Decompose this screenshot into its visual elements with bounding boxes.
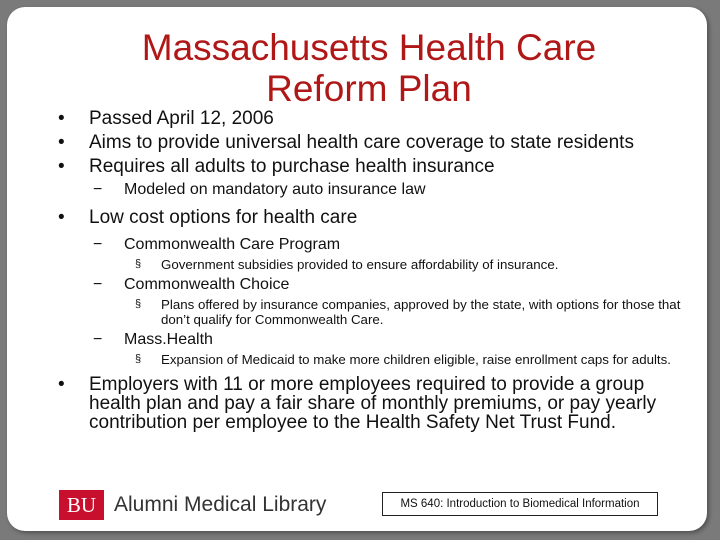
- bullet-text: Aims to provide universal health care coverage to state residents: [89, 132, 634, 153]
- square-marker: §: [135, 258, 142, 270]
- dash-marker: −: [93, 331, 103, 348]
- detail-plans: [55, 297, 695, 327]
- bullet-marker: •: [58, 132, 65, 153]
- dash-marker: −: [93, 276, 103, 293]
- bullet-aims: [55, 133, 695, 152]
- sub-bullet-masshealth: [55, 331, 695, 348]
- sub-bullet-text: Modeled on mandatory auto insurance law: [124, 181, 426, 198]
- detail-text: Plans offered by insurance companies, approved by the state, with options for those that don’t qualify for Commonwealth Care.: [161, 297, 681, 327]
- bullet-marker: •: [58, 156, 65, 177]
- bullet-marker: •: [58, 207, 65, 228]
- detail-text: Expansion of Medicaid to make more children eligible, raise enrollment caps for adults.: [161, 352, 671, 367]
- sub-bullet-text: Mass.Health: [124, 331, 213, 348]
- sub-bullet-text: Commonwealth Care Program: [124, 236, 341, 253]
- course-label: MS 640: Introduction to Biomedical Information: [382, 492, 658, 516]
- bullet-passed: [55, 109, 695, 128]
- bullet-marker: •: [58, 374, 65, 395]
- sub-bullet-commonwealth-choice: [55, 276, 695, 293]
- bullet-text: Requires all adults to purchase health insurance: [89, 156, 495, 177]
- slide-content: [55, 109, 695, 437]
- detail-subsidies: [55, 257, 695, 272]
- bullet-text: Employers with 11 or more employees required to provide a group health plan and pay a fair share of monthly premiums, or pay yearly contribution per employee to the Health Safety Net Trust Fund.: [89, 374, 657, 433]
- bu-logo-mark: BU: [59, 490, 104, 520]
- detail-medicaid: [55, 352, 695, 367]
- dash-marker: −: [93, 236, 103, 253]
- bullet-marker: •: [58, 108, 65, 129]
- title-line-1: Massachusetts Health Care: [141, 27, 597, 68]
- slide-title: [107, 27, 631, 109]
- square-marker: §: [135, 353, 142, 365]
- bullet-text: Low cost options for health care: [89, 207, 358, 228]
- detail-text: Government subsidies provided to ensure affordability of insurance.: [161, 257, 559, 272]
- library-name: Alumni Medical Library: [114, 493, 327, 516]
- bullet-low-cost: [55, 208, 695, 227]
- title-line-2: Reform Plan: [266, 68, 472, 109]
- bullet-employers: [55, 375, 695, 432]
- dash-marker: −: [93, 181, 103, 198]
- bullet-requires: [55, 157, 695, 176]
- sub-bullet-text: Commonwealth Choice: [124, 276, 290, 293]
- sub-bullet-auto-insurance: [55, 181, 695, 198]
- sub-bullet-commonwealth-care: [55, 236, 695, 253]
- library-logo: [59, 490, 326, 520]
- bullet-text: Passed April 12, 2006: [89, 108, 274, 129]
- square-marker: §: [135, 298, 142, 310]
